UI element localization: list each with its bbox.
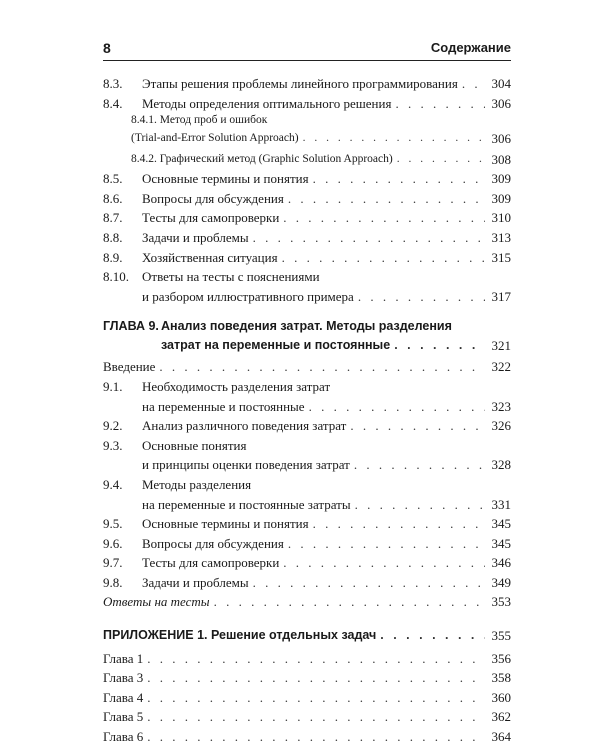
toc-entry[interactable]: Глава 4 . . . 360: [103, 688, 511, 708]
toc-entry[interactable]: 8.3. Этапы решения проблемы линейного программирования . . . 304: [103, 74, 511, 94]
leader-dots: [380, 626, 485, 646]
toc-entry[interactable]: Глава 5 . . . 362: [103, 707, 511, 727]
toc-entry[interactable]: 8.8. Задачи и проблемы . . . 313: [103, 228, 511, 248]
leader-dots: [397, 150, 485, 170]
leader-dots: [147, 649, 485, 669]
leader-dots: [147, 688, 485, 708]
leader-dots: [355, 495, 485, 515]
toc-entry[interactable]: 9.7. Тесты для самопроверки . . . 346: [103, 553, 511, 573]
toc-entry[interactable]: 9.3. Основные понятия и принципы оценки поведения затрат . . . 328: [103, 436, 511, 475]
leader-dots: [283, 553, 485, 573]
leader-dots: [394, 336, 485, 356]
page-number: 8: [103, 40, 111, 56]
toc-entry[interactable]: Глава 3 . . . 358: [103, 668, 511, 688]
toc-entry[interactable]: 9.8. Задачи и проблемы . . . 349: [103, 573, 511, 593]
leader-dots: [147, 668, 485, 688]
leader-dots: [313, 169, 485, 189]
toc-entry[interactable]: 9.1. Необходимость разделения затрат на переменные и постоянные . . . 323: [103, 377, 511, 416]
table-of-contents: [103, 74, 511, 747]
page-header: [103, 40, 511, 61]
toc-entry[interactable]: 8.7. Тесты для самопроверки . . . 310: [103, 208, 511, 228]
leader-dots: [147, 707, 485, 727]
leader-dots: [358, 287, 485, 307]
toc-entry[interactable]: 9.2. Анализ различного поведения затрат . . . 326: [103, 416, 511, 436]
leader-dots: [303, 129, 485, 149]
leader-dots: [214, 592, 485, 612]
leader-dots: [309, 397, 485, 417]
toc-appendix-heading[interactable]: ПРИЛОЖЕНИЕ 1. Решение отдельных задач . . . 355: [103, 626, 511, 646]
leader-dots: [313, 514, 485, 534]
toc-entry[interactable]: 8.4. Методы определения оптимального решения . . . 306: [103, 94, 511, 114]
toc-entry[interactable]: 8.6. Вопросы для обсуждения . . . 309: [103, 189, 511, 209]
toc-chapter-heading[interactable]: ГЛАВА 9. Анализ поведения затрат. Методы разделения затрат на переменные и постоянные . . . 321: [103, 318, 511, 355]
toc-entry[interactable]: 8.10. Ответы на тесты с пояснениями и разбором иллюстративного примера . . . 317: [103, 267, 511, 306]
toc-subentry[interactable]: 8.4.1. Метод проб и ошибок (Trial-and-Error Solution Approach) . . . 306: [103, 113, 511, 148]
leader-dots: [288, 189, 485, 209]
leader-dots: [282, 248, 485, 268]
toc-entry[interactable]: 9.4. Методы разделения на переменные и постоянные затраты . . . 331: [103, 475, 511, 514]
leader-dots: [147, 727, 485, 747]
leader-dots: [283, 208, 485, 228]
leader-dots: [253, 573, 485, 593]
toc-subentry[interactable]: 8.4.2. Графический метод (Graphic Solution Approach) . . . 308: [103, 148, 511, 169]
toc-entry[interactable]: Введение . . . 322: [103, 357, 511, 377]
toc-entry[interactable]: 9.5. Основные термины и понятия . . . 345: [103, 514, 511, 534]
leader-dots: [288, 534, 485, 554]
leader-dots: [253, 228, 485, 248]
leader-dots: [354, 455, 485, 475]
toc-entry[interactable]: Глава 1 . . . 356: [103, 649, 511, 669]
leader-dots: [350, 416, 485, 436]
toc-entry[interactable]: 8.9. Хозяйственная ситуация . . . 315: [103, 248, 511, 268]
toc-entry[interactable]: Ответы на тесты . . . 353: [103, 592, 511, 612]
leader-dots: [395, 94, 485, 114]
leader-dots: [159, 357, 485, 377]
toc-entry[interactable]: Глава 6 . . . 364: [103, 727, 511, 747]
leader-dots: [462, 74, 485, 94]
toc-entry[interactable]: 8.5. Основные термины и понятия . . . 309: [103, 169, 511, 189]
toc-entry[interactable]: 9.6. Вопросы для обсуждения . . . 345: [103, 534, 511, 554]
running-title: Содержание: [430, 40, 511, 55]
